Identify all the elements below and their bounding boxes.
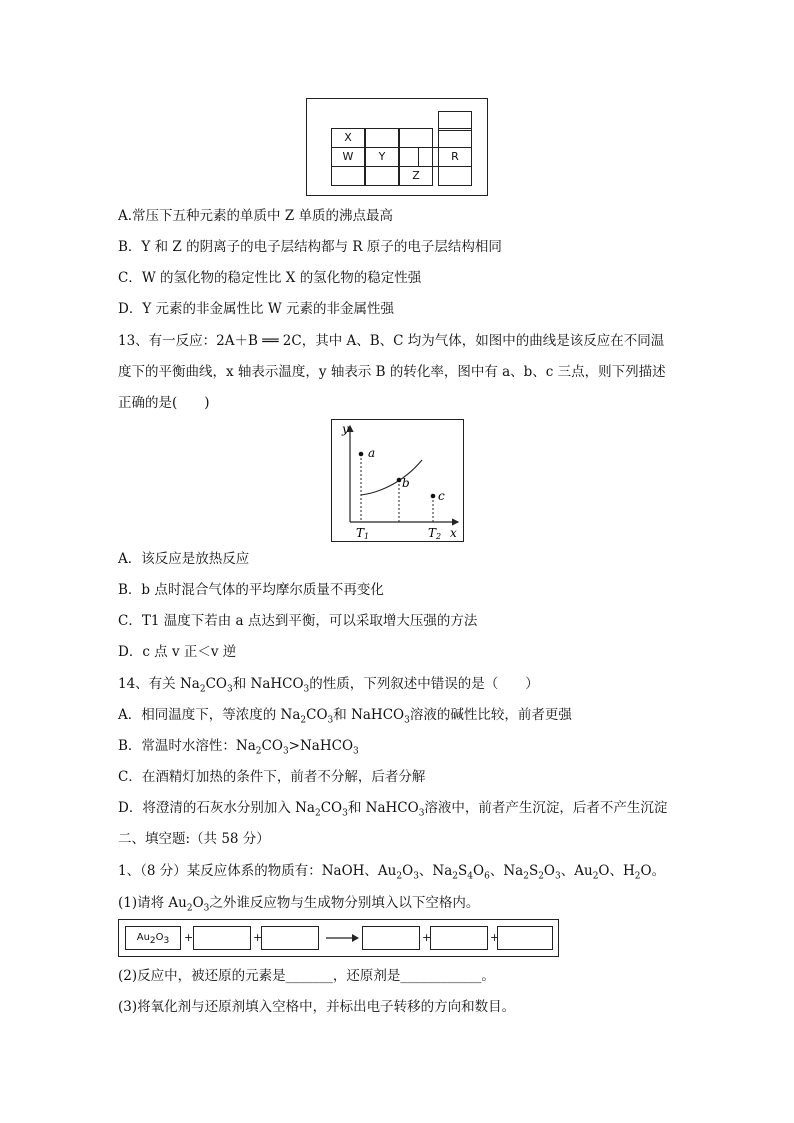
table-cell bbox=[399, 128, 433, 148]
q12-option-c: C．W 的氢化物的稳定性比 X 的氢化物的稳定性强 bbox=[118, 270, 422, 286]
reactant-box-3[interactable] bbox=[261, 926, 319, 950]
q14-option-b: B．常温时水溶性：$Na_2CO_3>NaHCO_3$ bbox=[118, 738, 359, 757]
svg-text:T1 bbox=[356, 526, 369, 541]
section-heading: 二、填空题:（共 58 分） bbox=[118, 831, 270, 847]
table-cell-y: Y bbox=[365, 147, 399, 167]
q13-option-c: C．T1 温度下若由 a 点达到平衡，可以采取增大压强的方法 bbox=[118, 613, 478, 629]
product-box-1[interactable] bbox=[362, 926, 420, 950]
periodic-table-figure bbox=[306, 98, 488, 196]
plus-sign: + bbox=[490, 931, 500, 944]
t1-sub: 1 bbox=[364, 532, 370, 541]
q12-option-b: B．Y 和 Z 的阴离子的电子层结构都与 R 原子的电子层结构相同 bbox=[118, 239, 502, 255]
plus-sign: + bbox=[253, 931, 263, 944]
table-cell bbox=[438, 128, 472, 148]
reaction-arrow-icon bbox=[324, 932, 360, 944]
product-box-3[interactable] bbox=[497, 926, 553, 950]
q13-option-d: D．c 点 v 正＜v 逆 bbox=[118, 644, 237, 660]
y-axis-label: y bbox=[342, 422, 349, 436]
q14-option-d: D．将澄清的石灰水分别加入 $Na_2CO_3$和 NaHCO$_3$溶液中，前者产生沉淀，后者不产生沉淀 bbox=[118, 800, 668, 819]
table-cell bbox=[331, 166, 365, 186]
fill1-stem: 1、（8 分）某反应体系的物质有：NaOH、$Au_2O_3$、$Na_2S_4O_6$、$Na_2S_2O_3$、$Au_2O$、$H_2O$。 bbox=[118, 863, 666, 882]
t1-label: T bbox=[356, 526, 365, 540]
equilibrium-curve bbox=[361, 460, 422, 495]
reactant-box-au2o3: $Au_2O_3$ bbox=[125, 926, 181, 950]
fill1-part2: (2)反应中，被还原的元素是_______，还原剂是____________。 bbox=[118, 968, 495, 984]
table-cell-x: X bbox=[331, 128, 365, 148]
q13-stem-line-3: 正确的是( ) bbox=[118, 395, 210, 411]
q13-stem-line-1: 13、有一反应：2A＋B ══ 2C，其中 A、B、C 均为气体，如图中的曲线是该反应在不同温 bbox=[118, 333, 665, 349]
x-axis-label: x bbox=[450, 526, 457, 540]
t2-label: T bbox=[428, 526, 437, 540]
q14-option-c: C．在酒精灯加热的条件下，前者不分解，后者分解 bbox=[118, 769, 426, 785]
equation-box-row bbox=[118, 919, 559, 957]
table-cell bbox=[418, 147, 439, 167]
table-cell bbox=[365, 128, 399, 148]
point-c-label: c bbox=[438, 489, 445, 503]
plus-sign: + bbox=[422, 931, 432, 944]
table-cell-w: W bbox=[331, 147, 365, 167]
product-box-2[interactable] bbox=[430, 926, 488, 950]
q12-option-a: A.常压下五种元素的单质中 Z 单质的沸点最高 bbox=[118, 208, 394, 224]
q14-option-a: A．相同温度下，等浓度的 $Na_2CO_3$和 NaHCO$_3$溶液的碱性比较，前者更强 bbox=[118, 707, 572, 726]
graph-svg bbox=[332, 420, 463, 541]
fill1-part3: (3)将氧化剂与还原剂填入空格中，并标出电子转移的方向和数目。 bbox=[118, 999, 516, 1015]
q13-equilibrium-graph bbox=[331, 419, 464, 542]
reactant-box-2[interactable] bbox=[193, 926, 251, 950]
point-a-label: a bbox=[368, 446, 376, 460]
q12-option-d: D．Y 元素的非金属性比 W 元素的非金属性强 bbox=[118, 301, 394, 317]
svg-text:T2 bbox=[428, 526, 441, 541]
q13-option-b: B．b 点时混合气体的平均摩尔质量不再变化 bbox=[118, 582, 384, 598]
table-cell bbox=[365, 166, 399, 186]
point-b-marker bbox=[397, 478, 402, 483]
q14-stem: 14、有关 $Na_2CO_3$和 NaHCO$_3$的性质，下列叙述中错误的是（ ） bbox=[118, 676, 539, 695]
q13-stem-line-2: 度下的平衡曲线，x 轴表示温度，y 轴表示 B 的转化率，图中有 a、b、c 三点，则下列描述 bbox=[118, 364, 666, 380]
q13-option-a: A．该反应是放热反应 bbox=[118, 551, 250, 567]
table-cell-r: R bbox=[438, 147, 472, 167]
plus-sign: + bbox=[184, 931, 194, 944]
point-c-marker bbox=[431, 494, 436, 499]
point-b-label: b bbox=[402, 476, 410, 490]
point-a-marker bbox=[359, 452, 364, 457]
fill1-part1: (1)请将 $Au_2O_3$之外谁反应物与生成物分别填入以下空格内。 bbox=[118, 895, 480, 914]
table-cell bbox=[438, 166, 472, 186]
table-cell-z: Z bbox=[399, 166, 433, 186]
t2-sub: 2 bbox=[436, 532, 442, 541]
